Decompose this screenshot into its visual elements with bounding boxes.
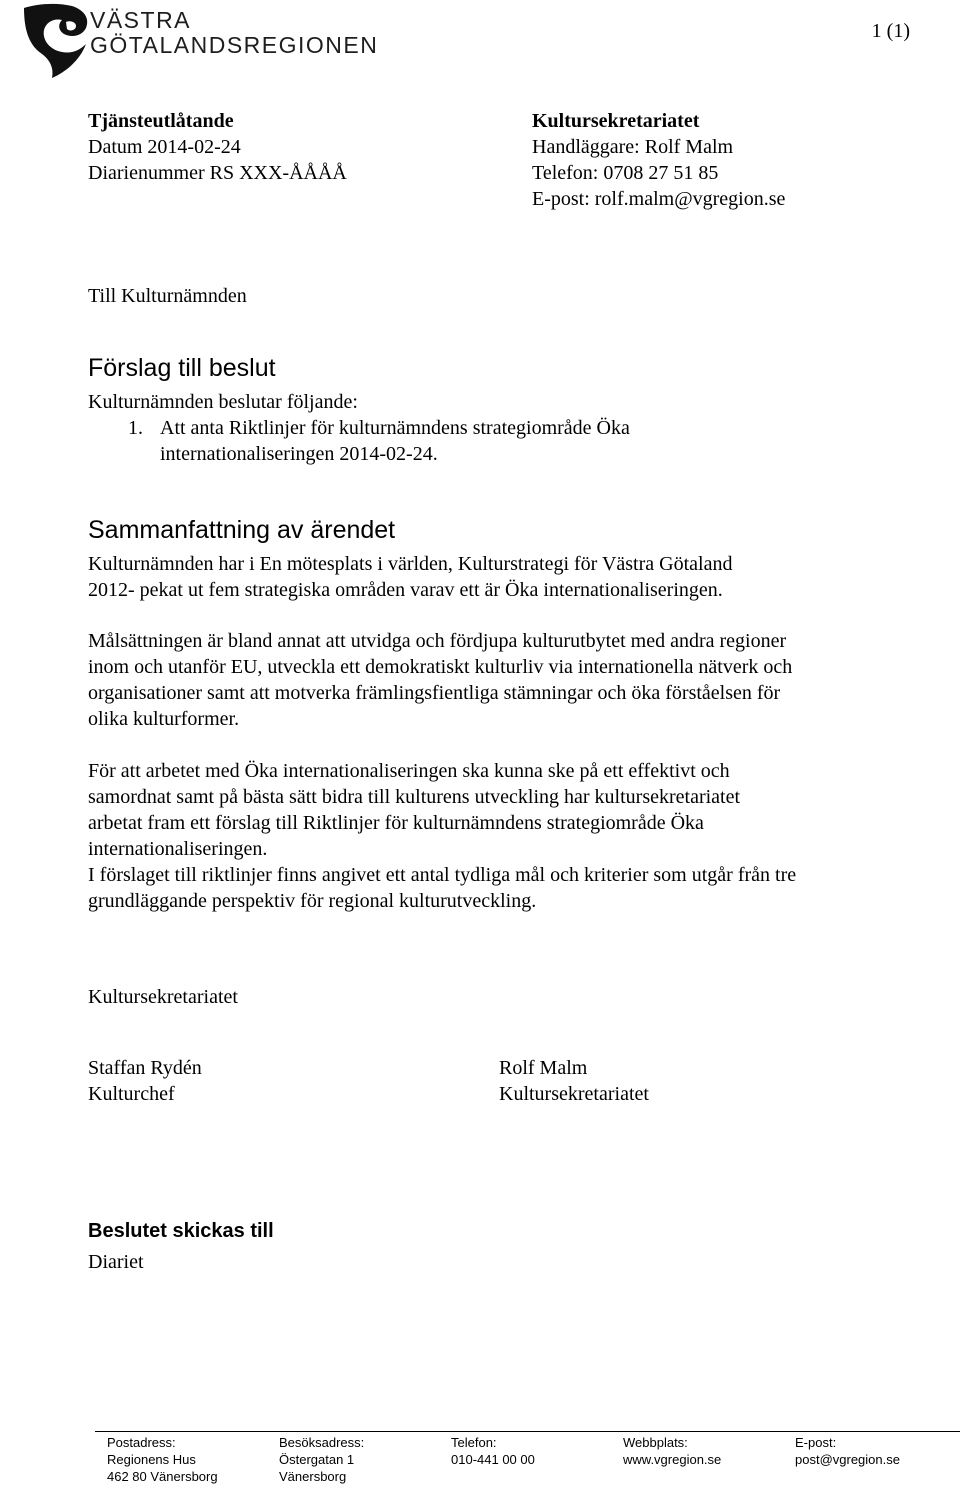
signature-right — [499, 1055, 649, 1107]
region-logo-icon — [22, 2, 92, 80]
footer-value: Regionens Hus — [107, 1452, 196, 1467]
paragraph-line: I förslaget till riktlinjer finns angivet ett antal tydliga mål och kriterier som utgår från tre — [88, 864, 797, 886]
page-number: 1 (1) — [871, 20, 910, 42]
signatory-name: Staffan Rydén — [88, 1057, 202, 1079]
proposal-heading: Förslag till beslut — [88, 354, 276, 382]
footer-email — [795, 1434, 900, 1468]
footer-label: Webbplats: — [623, 1435, 688, 1450]
paragraph-line: organisationer samt att motverka främlingsfientliga stämningar och öka förståelsen för — [88, 682, 781, 704]
organization-wordmark — [90, 8, 378, 58]
decision-number: 1. — [128, 417, 143, 439]
footer-value: Vänersborg — [279, 1469, 347, 1484]
summary-paragraph-2 — [88, 628, 938, 732]
footer-label: E-post: — [795, 1435, 837, 1450]
document-type: Tjänsteutlåtande — [88, 110, 234, 132]
decision-list — [88, 415, 908, 467]
footer-value: www.vgregion.se — [623, 1452, 722, 1467]
proposal-body — [88, 389, 908, 467]
footer-value: 462 80 Vänersborg — [107, 1469, 218, 1484]
decision-item — [88, 415, 908, 467]
footer-label: Besöksadress: — [279, 1435, 365, 1450]
summary-paragraph-1 — [88, 551, 938, 603]
paragraph-line: internationaliseringen. — [88, 838, 268, 860]
document-date: Datum 2014-02-24 — [88, 136, 241, 158]
diary-number: Diarienummer RS XXX-ÅÅÅÅ — [88, 162, 347, 184]
department: Kultursekretariatet — [532, 110, 700, 132]
footer-label: Telefon: — [451, 1435, 497, 1450]
sender-meta — [532, 108, 785, 212]
paragraph-line: grundläggande perspektiv för regional kulturutveckling. — [88, 890, 537, 912]
handler-email: E-post: rolf.malm@vgregion.se — [532, 188, 786, 210]
paragraph-line: samordnat samt på bästa sätt bidra till kulturens utveckling har kultursekretariatet — [88, 786, 741, 808]
footer-divider — [95, 1431, 960, 1432]
signatory-title: Kulturchef — [88, 1083, 175, 1105]
proposal-intro: Kulturnämnden beslutar följande: — [88, 391, 358, 413]
footer-visiting-address — [279, 1434, 364, 1485]
handler-phone: Telefon: 0708 27 51 85 — [532, 162, 719, 184]
paragraph-line: olika kulturformer. — [88, 708, 240, 730]
footer-label: Postadress: — [107, 1435, 176, 1450]
wordmark-line-2: GÖTALANDSREGIONEN — [90, 32, 379, 58]
wordmark-line-1: VÄSTRA — [90, 7, 192, 33]
paragraph-line: arbetat fram ett förslag till Riktlinjer för kulturnämndens strategiområde Öka — [88, 812, 704, 834]
footer-website — [623, 1434, 721, 1468]
document-meta — [88, 108, 347, 186]
summary-heading: Sammanfattning av ärendet — [88, 516, 396, 544]
distribution-recipient: Diariet — [88, 1251, 144, 1273]
handler: Handläggare: Rolf Malm — [532, 136, 734, 158]
paragraph-line: 2012- pekat ut fem strategiska områden varav ett är Öka internationaliseringen. — [88, 579, 723, 601]
decision-text-line: internationaliseringen 2014-02-24. — [160, 443, 438, 465]
footer-postal-address — [107, 1434, 218, 1485]
signature-left — [88, 1055, 202, 1107]
signatory-name: Rolf Malm — [499, 1057, 588, 1079]
footer-value: post@vgregion.se — [795, 1452, 900, 1467]
footer-value: 010-441 00 00 — [451, 1452, 535, 1467]
paragraph-line: För att arbetet med Öka internationaliseringen ska kunna ske på ett effektivt och — [88, 760, 730, 782]
paragraph-line: Målsättningen är bland annat att utvidga och fördjupa kulturutbytet med andra regioner — [88, 630, 787, 652]
summary-paragraph-3 — [88, 758, 938, 914]
recipient: Till Kulturnämnden — [88, 285, 247, 307]
paragraph-line: inom och utanför EU, utveckla ett demokratiskt kulturliv via internationella nätverk och — [88, 656, 793, 678]
signing-organization: Kultursekretariatet — [88, 986, 238, 1008]
footer-value: Östergatan 1 — [279, 1452, 355, 1467]
distribution-heading: Beslutet skickas till — [88, 1220, 274, 1242]
footer-phone — [451, 1434, 535, 1468]
paragraph-line: Kulturnämnden har i En mötesplats i världen, Kulturstrategi för Västra Götaland — [88, 553, 733, 575]
decision-text-line: Att anta Riktlinjer för kulturnämndens strategiområde Öka — [160, 417, 630, 439]
signatory-title: Kultursekretariatet — [499, 1083, 649, 1105]
